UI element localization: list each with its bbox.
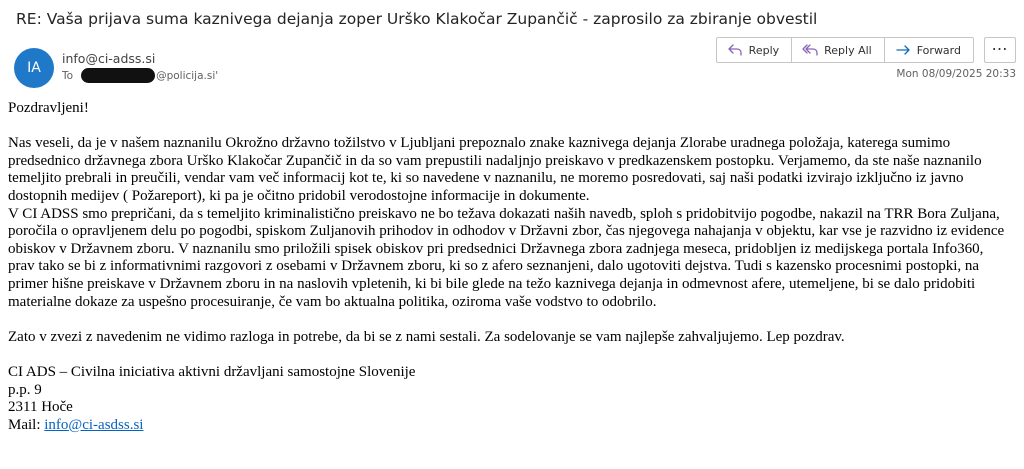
- forward-label: Forward: [916, 43, 961, 57]
- body-paragraph-3: Zato v zvezi z navedenim ne vidimo razloga in potrebe, da bi se z nami sestali. Za sodelovanje se vam najlepše zahvaljujemo. Lep pozdrav.: [8, 328, 845, 345]
- to-label: To: [62, 69, 74, 82]
- reply-icon: [727, 43, 743, 57]
- reply-label: Reply: [748, 43, 780, 57]
- more-icon: ⋯: [991, 41, 1009, 58]
- action-toolbar: [716, 37, 974, 63]
- signature-org: CI ADS – Civilna iniciativa aktivni državljani samostojne Slovenije: [8, 363, 416, 380]
- signature-po-box: p.p. 9: [8, 381, 42, 398]
- more-button[interactable]: [984, 37, 1016, 63]
- signature-mail-label: Mail:: [8, 416, 45, 433]
- reply-all-label: Reply All: [824, 43, 872, 57]
- forward-icon: [895, 43, 911, 57]
- signature-city: 2311 Hoče: [8, 399, 73, 416]
- signature-mail-link[interactable]: info@ci-asdss.si: [44, 416, 144, 433]
- email-subject: RE: Vaša prijava suma kaznivega dejanja zoper Urško Klakočar Zupančič - zaprosilo za zbiranje obvestil: [16, 10, 818, 28]
- redacted-recipient: [81, 68, 155, 83]
- greeting: Pozdravljeni!: [8, 100, 89, 116]
- reply-button[interactable]: [717, 38, 792, 62]
- avatar[interactable]: IA: [14, 48, 54, 88]
- forward-button[interactable]: [885, 38, 973, 62]
- body-paragraph-1: Nas veseli, da je v našem naznanilu Okrožno državno tožilstvo v Ljubljani prepoznalo znake kaznivega dejanja Zlorabe uradnega položaja, katerega sumimo predsednico državnega zbora Urško Klakočar Zupančič in da so vam prepustili nadaljnjo preiskavo v predkazenskem postopku. Verjamemo, da ste naše naznanilo temeljito prebrali in preučili, vendar vam več informacij kot te, ki so navedene v naznanilu, ne moremo posredovati, saj naši podatki izvirajo izključno iz javno dostopnih medijev ( Požareport), ki pa je očitno pridobil verodostojne informacije in dokumente.: [8, 135, 982, 204]
- recipient-domain[interactable]: @policija.si': [156, 69, 219, 82]
- reply-all-button[interactable]: [792, 38, 885, 62]
- sender-address[interactable]: info@ci-adss.si: [62, 51, 156, 66]
- recipient-line: [62, 68, 218, 83]
- email-body: [8, 100, 1008, 434]
- reply-all-icon: [802, 43, 818, 57]
- signature-mail: [8, 417, 1008, 435]
- body-paragraph-2: V CI ADSS smo prepričani, da s temeljito kriminalistično preiskavo ne bo težava dokazati naših navedb, sploh s pridobitvijo pogodbe, nakazil na TRR Bora Zuljana, poročila o opravljenem delu po pogodbi, spiskom Zuljanovih prihodov in odhodov v Državni zbor, čas njegovega nahajanja v objektu, kar vse je razvidno iz evidence obiskov v Državnem zboru. V naznanilu smo priložili spisek obiskov pri predsednici Državnega zbora zadnjega meseca, pridobljen iz medijskega portala Info360, prav tako se bi z informativnimi razgovori z osebami v Državnem zboru, ki so z afero seznanjeni, dalo ugotoviti dejstva. Tudi s kazensko procesnimi postopki, na primer hišne preiskave v Državnem zboru in na naslovih vpletenih, ki bi bile glede na težo kaznivega dejanja in odmevnost afere, utemeljene, bi se dalo pridobiti materialne dokaze za uspešno procesuiranje, če vam bo aktualna politika, oziroma vaše vodstvo to odobrilo.: [8, 205, 1005, 310]
- email-date: Mon 08/09/2025 20:33: [896, 68, 1016, 80]
